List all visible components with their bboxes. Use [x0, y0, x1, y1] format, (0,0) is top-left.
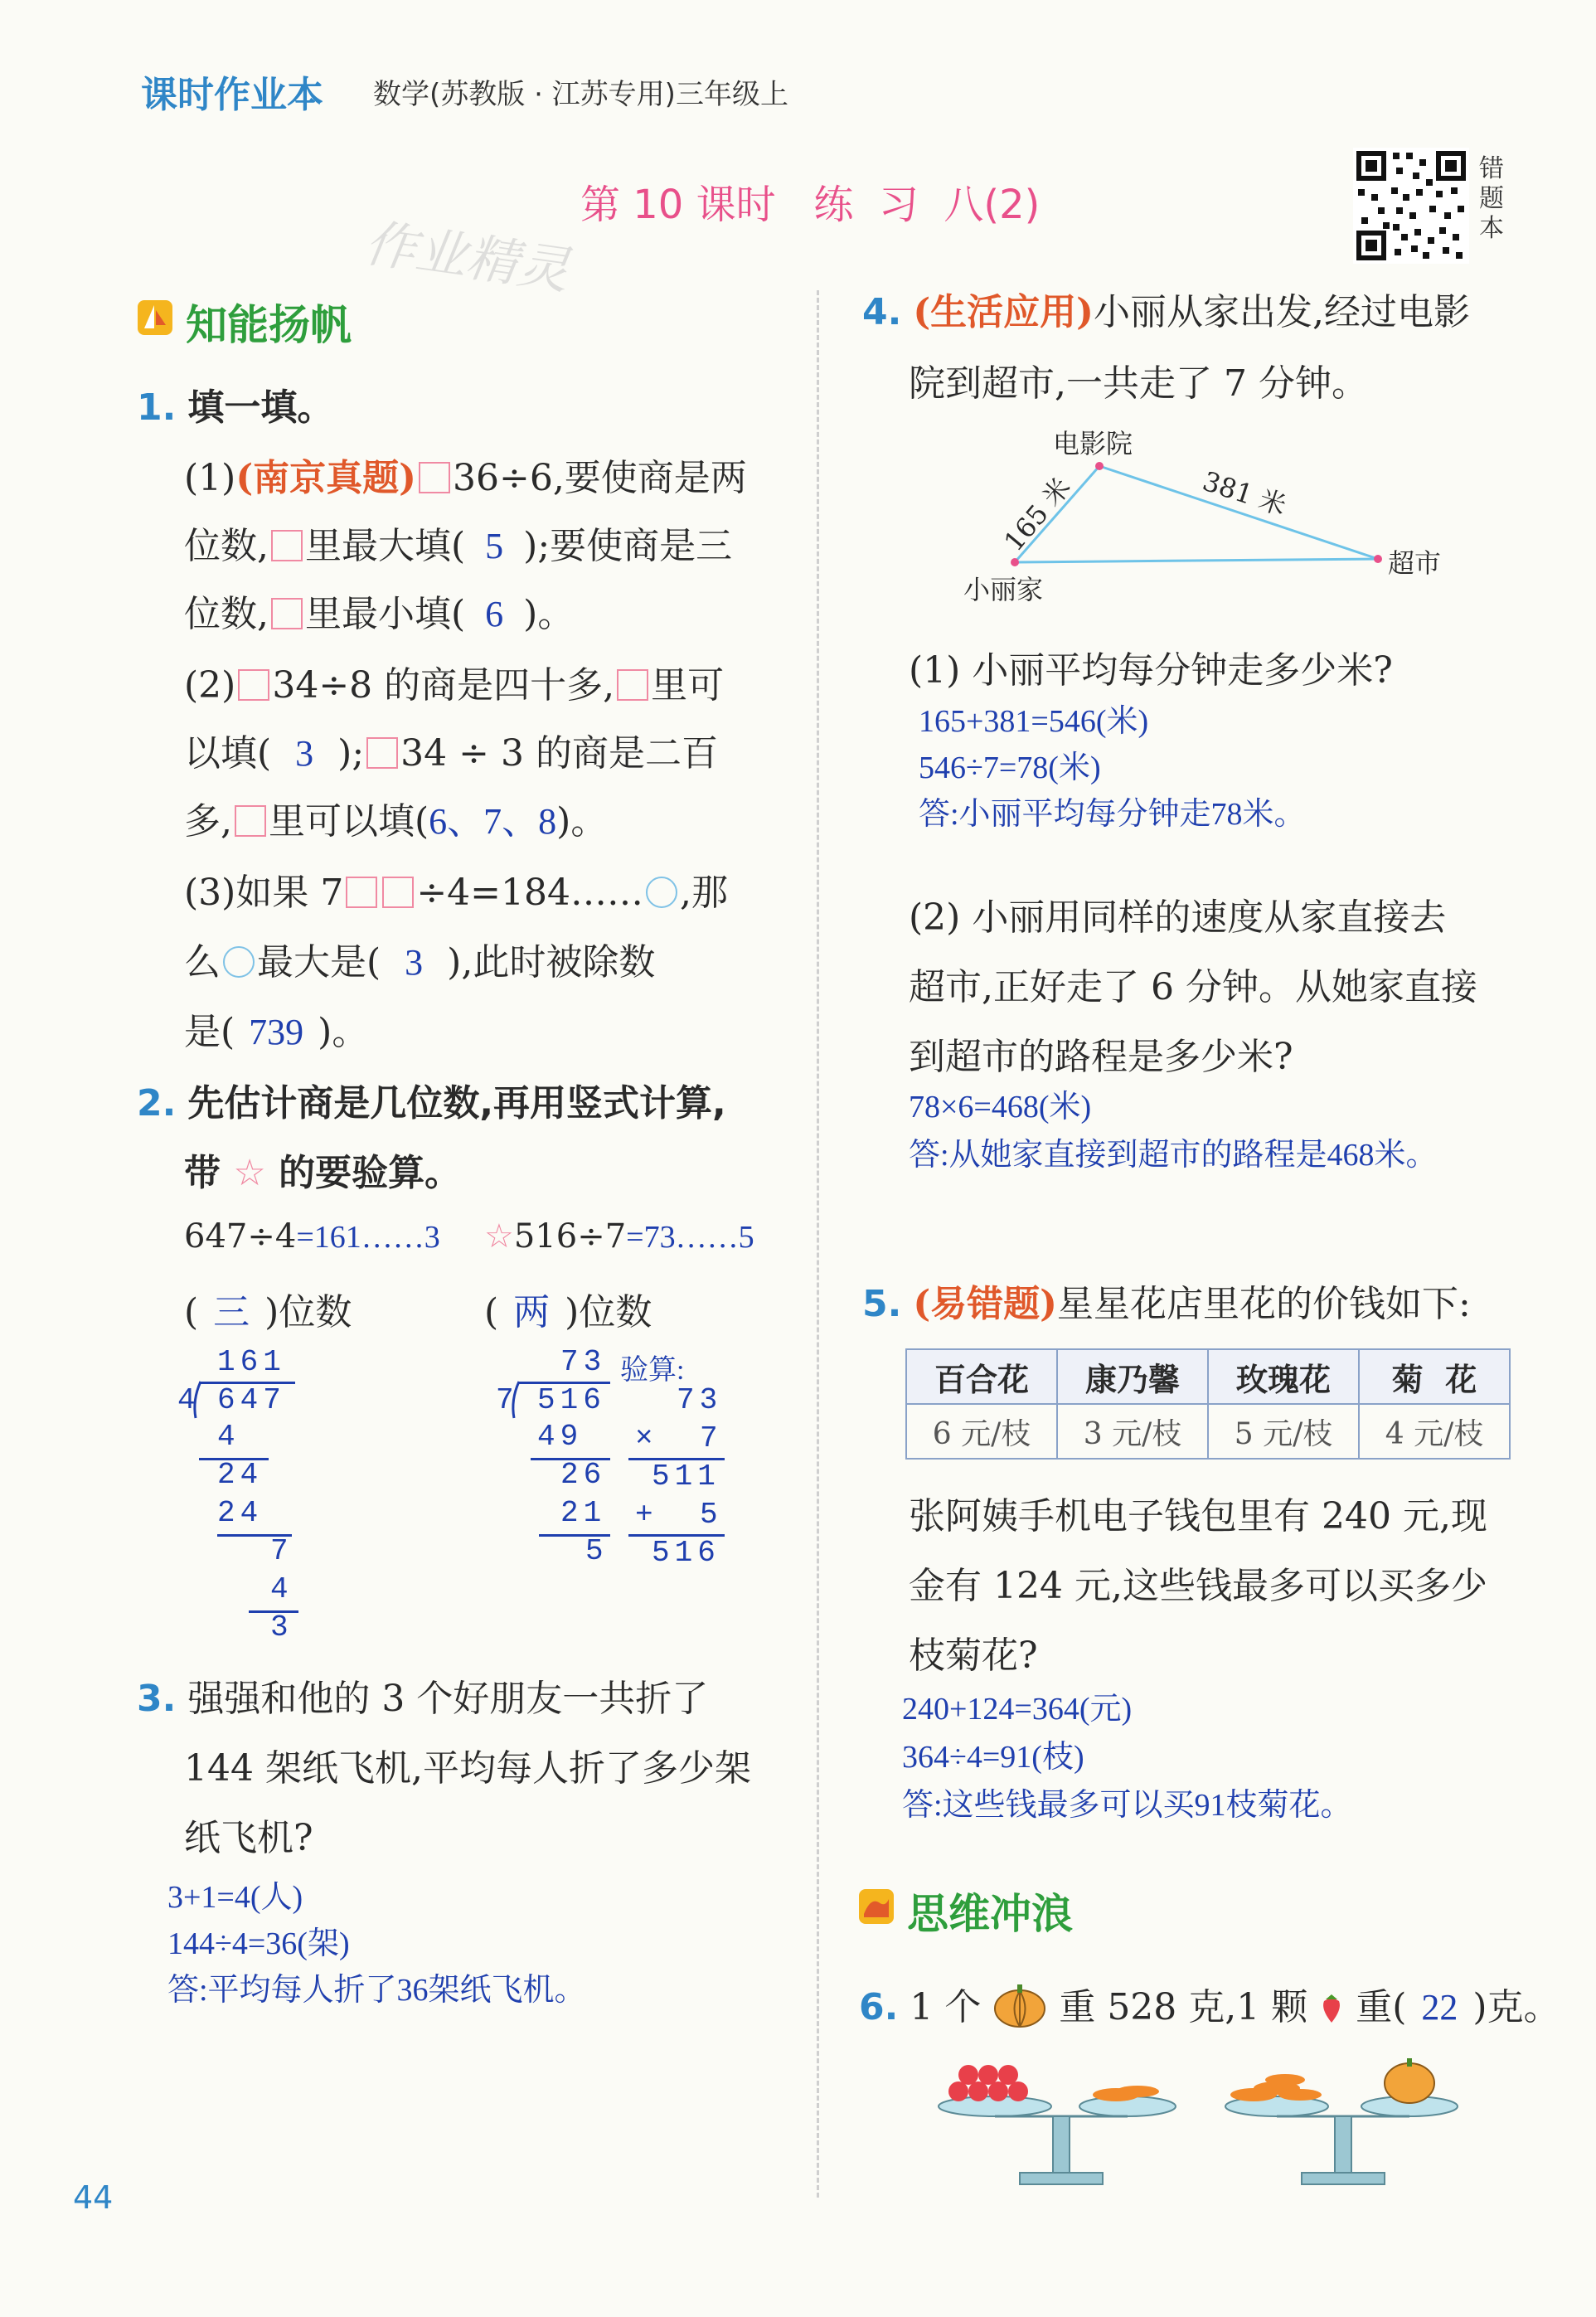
table-row	[906, 1404, 1510, 1459]
q4-sub2-line2: 超市,正好走了 6 分钟。从她家直接	[909, 966, 1477, 1008]
step: 49	[537, 1420, 584, 1454]
text: 里最小填(	[305, 593, 466, 635]
watermark: 作业精灵	[361, 212, 574, 301]
price-table	[905, 1348, 1511, 1460]
q1-p1-line2	[184, 516, 732, 569]
check-b: 7	[700, 1421, 718, 1455]
step: 4	[217, 1420, 235, 1454]
q3-line1	[137, 1669, 708, 1722]
check-op: +	[635, 1498, 653, 1532]
q1-p1-line1	[184, 448, 747, 501]
pumpkin-icon	[992, 1981, 1047, 2038]
check-op: ×	[635, 1421, 653, 1455]
check-product: 511	[652, 1460, 720, 1494]
blank-box	[382, 877, 414, 908]
step: 7	[270, 1534, 289, 1568]
quotient: 161	[217, 1345, 286, 1379]
q1-p2-line1	[184, 655, 724, 708]
map-cinema: 电影院	[1053, 428, 1133, 459]
q2-text1: 先估计商是几位数,再用竖式计算,	[187, 1082, 726, 1124]
q1-p2-line2	[184, 723, 718, 776]
text: )位数	[565, 1291, 652, 1333]
page-number: 44	[73, 2179, 114, 2216]
map-home: 小丽家	[963, 574, 1044, 605]
answer-digits1: 三	[213, 1292, 250, 1333]
answer-expr2: =73……5	[626, 1220, 754, 1255]
q1-p3-line2	[184, 932, 655, 985]
quotient: 73	[560, 1345, 607, 1379]
q5-line2: 张阿姨手机电子钱包里有 240 元,现	[909, 1495, 1487, 1537]
step: 24	[217, 1458, 264, 1492]
section-title-zhineng: 知能扬帆	[186, 301, 352, 349]
q4-sub2-line1: (2) 小丽用同样的速度从家直接去	[909, 896, 1447, 939]
q4-sub2-line3: 到超市的路程是多少米?	[909, 1036, 1293, 1078]
q1-p1-tag: (南京真题)	[235, 457, 416, 499]
scale-1	[939, 2065, 1176, 2184]
section-title-siwei: 思维冲浪	[907, 1890, 1073, 1938]
qr-code[interactable]	[1353, 148, 1469, 264]
text: 的要验算。	[279, 1152, 462, 1194]
q3-line3: 纸飞机?	[184, 1817, 313, 1859]
text: (	[484, 1291, 499, 1333]
map-dist-1: 165 米	[997, 471, 1077, 558]
text: ÷4=184……	[416, 872, 644, 914]
answer-q1-p3-a2: 739	[249, 1012, 304, 1052]
map-market: 超市	[1388, 547, 1442, 579]
q1-heading	[137, 377, 333, 430]
text: ),此时被除数	[447, 941, 656, 984]
blank-box	[419, 462, 450, 493]
q2-expr2	[484, 1217, 754, 1256]
q1-p2-label: (2)	[184, 664, 236, 707]
answer-line: 答:小丽平均每分钟走78米。	[919, 797, 1306, 832]
step: 26	[560, 1458, 607, 1492]
answer-line: 364÷4=91(枝)	[902, 1740, 1084, 1775]
text: (	[184, 1291, 199, 1333]
step: 21	[560, 1496, 607, 1530]
q1-p3-line1	[184, 862, 728, 916]
answer-line: 答:平均每人折了36架纸飞机。	[167, 1973, 586, 2008]
section-icon-sail	[138, 300, 172, 335]
table-header-row	[906, 1349, 1510, 1404]
q2-expr1	[184, 1217, 440, 1256]
q2-number: 2.	[137, 1082, 177, 1124]
qr-label: 错题本	[1479, 154, 1504, 243]
blank-circle	[646, 877, 677, 908]
q1-p3-label: (3)	[184, 872, 236, 914]
scale-2	[1225, 2058, 1458, 2184]
table-header: 百合花	[906, 1349, 1057, 1404]
text: ,那	[680, 872, 729, 914]
q4-answer2	[909, 1083, 1438, 1179]
q5-line4: 枝菊花?	[909, 1635, 1038, 1677]
division-bracket	[191, 1380, 204, 1420]
text: );要使商是三	[523, 525, 733, 567]
answer-line: 165+381=546(米)	[919, 704, 1149, 739]
lesson-title: 第 10 课时 练 习 八(2)	[580, 182, 1041, 228]
text: 里最大填(	[305, 525, 466, 567]
brand-title: 课时作业本	[141, 74, 323, 116]
q4-tag: (生活应用)	[913, 291, 1094, 333]
blank-box	[346, 877, 377, 908]
q1-number: 1.	[137, 386, 177, 429]
blank-box	[617, 669, 648, 701]
text: 里可	[651, 664, 725, 707]
q4-line2: 院到超市,一共走了 7 分钟。	[909, 362, 1368, 405]
q1-title: 填一填。	[187, 386, 334, 429]
q1-p1-label: (1)	[184, 457, 236, 499]
balance-scale-illustration	[929, 2048, 1526, 2198]
q2-line2	[184, 1143, 461, 1196]
check-a: 73	[677, 1383, 723, 1417]
table-cell: 6 元/枝	[906, 1404, 1057, 1459]
expression: 647÷4	[184, 1217, 297, 1256]
text: )。	[556, 800, 608, 843]
expression: 516÷7	[513, 1217, 627, 1256]
q6-line	[859, 1977, 1560, 2038]
blank-box	[238, 669, 269, 701]
q4-number: 4.	[862, 291, 902, 333]
divisor: 4	[177, 1383, 196, 1417]
text: 1 个	[910, 1986, 982, 2028]
route-map	[945, 415, 1484, 614]
answer-line: 答:从她家直接到超市的路程是468米。	[909, 1138, 1438, 1173]
text: 重 528 克,1 颗	[1059, 1986, 1308, 2028]
text: 么	[184, 941, 221, 984]
section-icon-wave	[859, 1889, 894, 1924]
answer-line: 240+124=364(元)	[902, 1692, 1133, 1727]
blank-box	[235, 805, 266, 837]
step: 4	[270, 1572, 289, 1606]
step: 24	[217, 1496, 264, 1530]
q4-sub1: (1) 小丽平均每分钟走多少米?	[909, 649, 1393, 692]
answer-q1-p1-a2: 6	[485, 594, 504, 634]
q1-p1-text1: 36÷6,要使商是两	[452, 457, 747, 499]
answer-q1-p3-a1: 3	[405, 942, 424, 983]
answer-line: 答:这些钱最多可以买91枝菊花。	[902, 1788, 1352, 1823]
q6-number: 6.	[859, 1986, 899, 2028]
remainder: 5	[585, 1534, 604, 1568]
q5-line3: 金有 124 元,这些钱最多可以买多少	[909, 1565, 1487, 1607]
q5-line1	[862, 1274, 1471, 1327]
q1-p2-line3	[184, 791, 607, 844]
check-label: 验算:	[620, 1355, 685, 1386]
text: )。	[318, 1011, 369, 1053]
answer-line: 144÷4=36(架)	[167, 1926, 350, 1961]
book-subtitle: 数学(苏教版 · 江苏专用)三年级上	[373, 78, 788, 111]
answer-line: 3+1=4(人)	[167, 1880, 303, 1915]
check-c: 5	[700, 1498, 718, 1532]
text: 带	[184, 1152, 221, 1194]
q2-digits2	[484, 1282, 652, 1335]
table-header: 菊 花	[1359, 1349, 1510, 1404]
text: 位数,	[184, 593, 269, 635]
q3-answer	[167, 1874, 586, 2013]
text: )位数	[264, 1291, 352, 1333]
q3-number: 3.	[137, 1678, 177, 1720]
text: 以填(	[184, 732, 272, 775]
q5-number: 5.	[862, 1283, 902, 1325]
text: 34 ÷ 3 的商是二百	[400, 732, 718, 775]
table-cell: 3 元/枝	[1057, 1404, 1208, 1459]
text: 最大是(	[257, 941, 381, 984]
q5-tag: (易错题)	[913, 1283, 1057, 1325]
q2-line1	[137, 1073, 726, 1126]
q4-answer1	[919, 698, 1306, 838]
text: 34÷8 的商是四十多,	[272, 664, 615, 707]
text: );	[337, 732, 365, 775]
map-dist-2: 381 米	[1199, 464, 1290, 522]
answer-q1-p2-a2: 6、7、8	[429, 801, 557, 842]
text: 强强和他的 3 个好朋友一共折了	[187, 1678, 709, 1720]
text: 重(	[1356, 1986, 1407, 2028]
column-divider	[817, 290, 819, 2198]
table-cell: 5 元/枝	[1208, 1404, 1359, 1459]
blank-circle	[223, 946, 255, 978]
answer-q1-p1-a1: 5	[485, 526, 504, 566]
text: 位数,	[184, 525, 269, 567]
dividend: 647	[217, 1383, 286, 1417]
table-header: 康乃馨	[1057, 1349, 1208, 1404]
q1-p1-line3	[184, 584, 574, 637]
q3-line2: 144 架纸飞机,平均每人折了多少架	[184, 1747, 751, 1790]
table-header: 玫瑰花	[1208, 1349, 1359, 1404]
text: 小丽从家出发,经过电影	[1093, 291, 1470, 333]
q1-p3-line3	[184, 1002, 368, 1055]
remainder: 3	[270, 1610, 289, 1644]
text: 多,	[184, 800, 232, 843]
blank-box	[366, 737, 398, 769]
text: 是(	[184, 1011, 235, 1053]
answer-q1-p2-a1: 3	[295, 733, 314, 774]
answer-line: 78×6=468(米)	[909, 1090, 1092, 1124]
text: )。	[523, 593, 575, 635]
strawberry-icon	[1319, 1991, 1344, 2033]
answer-q6: 22	[1421, 1987, 1458, 2028]
blank-box	[271, 530, 303, 561]
text: )克。	[1472, 1986, 1560, 2028]
text: 星星花店里花的价钱如下:	[1056, 1283, 1471, 1325]
answer-expr1: =161……3	[296, 1220, 440, 1255]
text: 如果 7	[235, 872, 344, 914]
check-result: 516	[652, 1536, 720, 1570]
star-icon: ☆	[233, 1152, 266, 1194]
q5-answer	[902, 1685, 1352, 1829]
q2-digits1	[184, 1282, 352, 1335]
division-bracket	[509, 1380, 522, 1420]
q4-line1	[862, 282, 1470, 335]
answer-line: 546÷7=78(米)	[919, 750, 1101, 785]
star-icon: ☆	[484, 1217, 514, 1256]
table-cell: 4 元/枝	[1359, 1404, 1510, 1459]
answer-digits2: 两	[513, 1292, 551, 1333]
dividend: 516	[537, 1383, 606, 1417]
divisor: 7	[496, 1383, 514, 1417]
blank-box	[271, 598, 303, 629]
text: 里可以填(	[269, 800, 429, 843]
